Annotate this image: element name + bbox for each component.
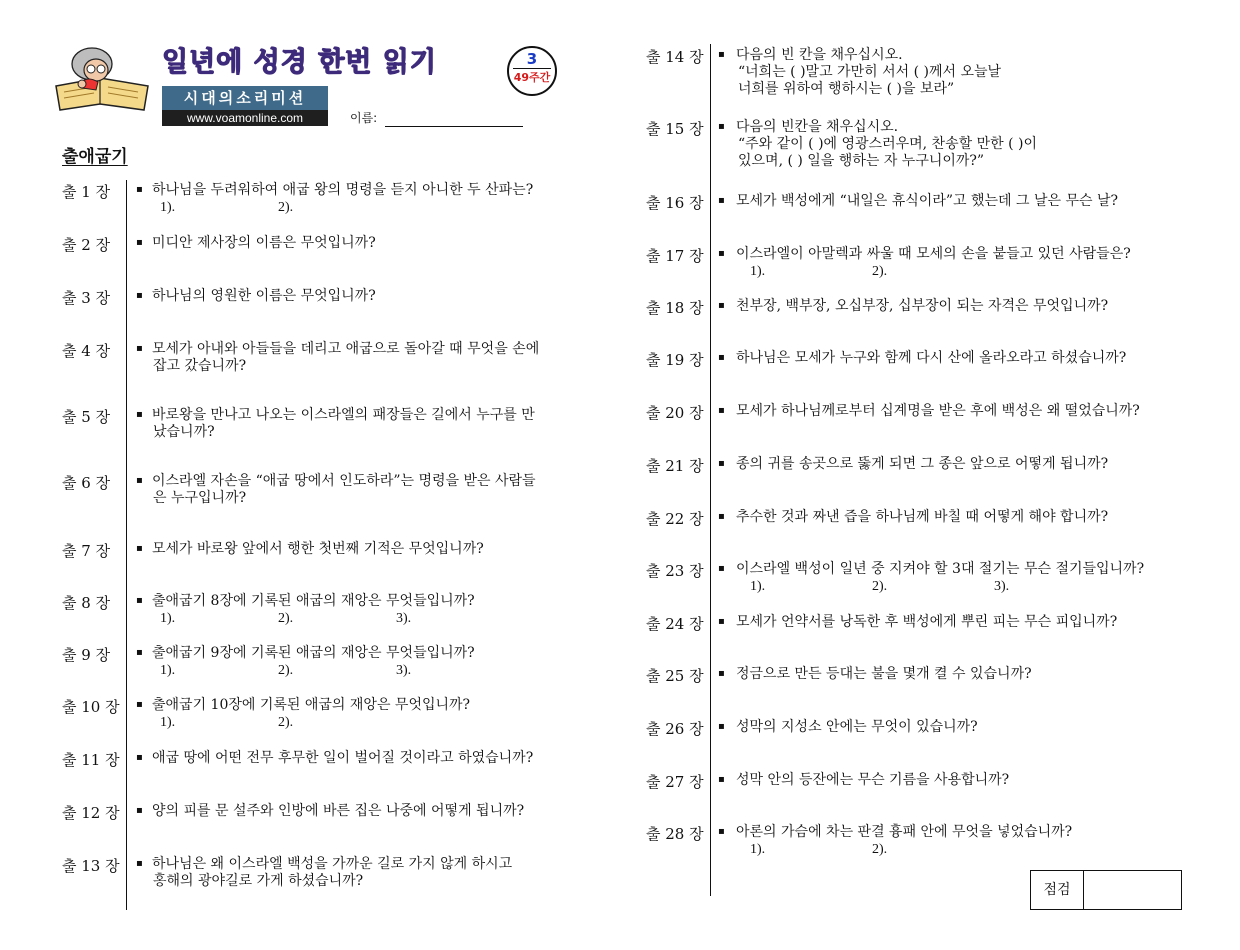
question-text: 종의 귀를 송곳으로 뚫게 되면 그 종은 앞으로 어떻게 됩니까? (736, 456, 1109, 472)
page-title: 일년에 성경 한번 읽기 (162, 47, 437, 78)
bullet-icon: ▪ (718, 248, 725, 259)
answer-blank[interactable]: 2). (278, 715, 294, 730)
chapter-label: 출 25 장 (646, 667, 704, 685)
question-text: 하나님의 영원한 이름은 무엇입니까? (152, 288, 376, 304)
question-text: 하나님은 왜 이스라엘 백성을 가까운 길로 가지 않게 하시고 (152, 856, 513, 872)
chapter-label: 출 9 장 (62, 646, 111, 664)
question-text: 다음의 빈칸을 채우십시오. (736, 119, 899, 135)
chapter-label: 출 22 장 (646, 510, 704, 528)
answer-blank[interactable]: 3). (994, 579, 1010, 594)
chapter-label: 출 3 장 (62, 289, 111, 307)
chapter-label: 출 27 장 (646, 773, 704, 791)
bullet-icon: ▪ (136, 805, 143, 816)
bullet-icon: ▪ (136, 699, 143, 710)
badge-number: 3 (526, 50, 538, 68)
question-text: 양의 피를 문 설주와 인방에 바른 집은 나중에 어떻게 됩니까? (152, 803, 525, 819)
bullet-icon: ▪ (718, 721, 725, 732)
question-text: 하나님은 모세가 누구와 함께 다시 산에 올라오라고 하셨습니까? (736, 350, 1127, 366)
question-text: 모세가 언약서를 낭독한 후 백성에게 뿌린 피는 무슨 피입니까? (736, 614, 1118, 630)
question-text-continued: “너희는 ( )말고 가만히 서서 ( )께서 오늘날 (738, 64, 1002, 80)
question-text: 모세가 아내와 아들들을 데리고 애굽으로 돌아갈 때 무엇을 손에 (152, 341, 540, 357)
question-text: 모세가 하나님께로부터 십계명을 받은 후에 백성은 왜 떨었습니까? (736, 403, 1140, 419)
chapter-label: 출 28 장 (646, 825, 704, 843)
bullet-icon: ▪ (136, 543, 143, 554)
answer-blank[interactable]: 2). (872, 579, 888, 594)
brand-banner: 시대의소리미션 (162, 86, 328, 110)
name-field[interactable] (385, 126, 523, 127)
question-text: 출애굽기 8장에 기록된 애굽의 재앙은 무엇들입니까? (152, 593, 475, 609)
bullet-icon: ▪ (136, 184, 143, 195)
answer-blank[interactable]: 3). (396, 611, 412, 626)
chapter-label: 출 13 장 (62, 857, 120, 875)
question-text: 이스라엘이 아말렉과 싸울 때 모세의 손을 붙들고 있던 사람들은? (736, 246, 1131, 262)
bullet-icon: ▪ (136, 595, 143, 606)
question-text: 모세가 백성에게 “내일은 휴식이라”고 했는데 그 날은 무슨 날? (736, 193, 1118, 209)
question-text: 추수한 것과 짜낸 즙을 하나님께 바칠 때 어떻게 해야 합니까? (736, 509, 1109, 525)
chapter-label: 출 15 장 (646, 120, 704, 138)
bullet-icon: ▪ (136, 237, 143, 248)
bullet-icon: ▪ (718, 774, 725, 785)
question-text: 모세가 바로왕 앞에서 행한 첫번째 기적은 무엇입니까? (152, 541, 484, 557)
chapter-label: 출 12 장 (62, 804, 120, 822)
check-label: 점검 (1031, 871, 1084, 909)
answer-blank[interactable]: 1). (160, 663, 176, 678)
chapter-label: 출 14 장 (646, 48, 704, 66)
answer-blank[interactable]: 2). (278, 611, 294, 626)
bullet-icon: ▪ (718, 405, 725, 416)
answer-blank[interactable]: 1). (750, 842, 766, 857)
chapter-label: 출 24 장 (646, 615, 704, 633)
chapter-label: 출 4 장 (62, 342, 111, 360)
check-box (1030, 870, 1182, 910)
question-text-continued: 났습니까? (153, 424, 215, 440)
bullet-icon: ▪ (718, 511, 725, 522)
question-text-continued: 있으며, ( ) 일을 행하는 자 누구니이까?” (738, 153, 985, 169)
bullet-icon: ▪ (136, 647, 143, 658)
bullet-icon: ▪ (136, 290, 143, 301)
chapter-label: 출 20 장 (646, 404, 704, 422)
bullet-icon: ▪ (718, 352, 725, 363)
question-text-continued: 홍해의 광야길로 가게 하셨습니까? (153, 873, 364, 889)
bullet-icon: ▪ (718, 616, 725, 627)
bullet-icon: ▪ (136, 858, 143, 869)
badge-divider (513, 68, 551, 69)
answer-blank[interactable]: 1). (750, 264, 766, 279)
reader-mascot-image (52, 42, 152, 114)
question-text: 이스라엘 백성이 일년 중 지켜야 할 3대 절기는 무슨 절기들입니까? (736, 561, 1145, 577)
question-text-continued: “주와 같이 ( )에 영광스러우며, 찬송할 만한 ( )이 (738, 136, 1037, 152)
answer-blank[interactable]: 2). (872, 264, 888, 279)
question-text-continued: 은 누구입니까? (153, 490, 247, 506)
bullet-icon: ▪ (136, 475, 143, 486)
question-text: 아론의 가슴에 차는 판결 흉패 안에 무엇을 넣었습니까? (736, 824, 1073, 840)
question-text: 이스라엘 자손을 “애굽 땅에서 인도하라”는 명령을 받은 사람들 (152, 473, 536, 489)
bullet-icon: ▪ (718, 195, 725, 206)
chapter-label: 출 6 장 (62, 474, 111, 492)
chapter-label: 출 18 장 (646, 299, 704, 317)
chapter-label: 출 21 장 (646, 457, 704, 475)
question-text: 성막 안의 등잔에는 무슨 기름을 사용합니까? (736, 772, 1010, 788)
week-badge (507, 46, 557, 96)
question-text-continued: 잡고 갔습니까? (153, 358, 247, 374)
chapter-label: 출 5 장 (62, 408, 111, 426)
question-text: 성막의 지성소 안에는 무엇이 있습니까? (736, 719, 978, 735)
chapter-label: 출 11 장 (62, 751, 120, 769)
chapter-label: 출 8 장 (62, 594, 111, 612)
chapter-label: 출 16 장 (646, 194, 704, 212)
question-text: 미디안 제사장의 이름은 무엇입니까? (152, 235, 376, 251)
section-title: 출애굽기 (62, 147, 128, 167)
bullet-icon: ▪ (718, 458, 725, 469)
bullet-icon: ▪ (718, 563, 725, 574)
answer-blank[interactable]: 1). (750, 579, 766, 594)
bullet-icon: ▪ (718, 300, 725, 311)
answer-blank[interactable]: 1). (160, 715, 176, 730)
question-text: 천부장, 백부장, 오십부장, 십부장이 되는 자격은 무엇입니까? (736, 298, 1109, 314)
question-text: 다음의 빈 칸을 채우십시오. (736, 47, 903, 63)
chapter-label: 출 2 장 (62, 236, 111, 254)
answer-blank[interactable]: 2). (278, 200, 294, 215)
website-link[interactable]: www.voamonline.com (162, 110, 328, 126)
left-column-divider (126, 180, 127, 910)
chapter-label: 출 19 장 (646, 351, 704, 369)
bullet-icon: ▪ (718, 668, 725, 679)
bullet-icon: ▪ (718, 826, 725, 837)
chapter-label: 출 7 장 (62, 542, 111, 560)
answer-blank[interactable]: 1). (160, 611, 176, 626)
chapter-label: 출 17 장 (646, 247, 704, 265)
question-text: 출애굽기 9장에 기록된 애굽의 재앙은 무엇들입니까? (152, 645, 475, 661)
name-label: 이름: (350, 111, 378, 125)
bullet-icon: ▪ (718, 49, 725, 60)
question-text: 하나님을 두려워하여 애굽 왕의 명령을 듣지 아니한 두 산파는? (152, 182, 534, 198)
right-column-divider (710, 44, 711, 896)
chapter-label: 출 23 장 (646, 562, 704, 580)
chapter-label: 출 10 장 (62, 698, 120, 716)
answer-blank[interactable]: 1). (160, 200, 176, 215)
bullet-icon: ▪ (718, 121, 725, 132)
question-text-continued: 너희를 위하여 행하시는 ( )을 보라” (738, 81, 955, 97)
question-text: 애굽 땅에 어떤 전무 후무한 일이 벌어질 것이라고 하였습니까? (152, 750, 534, 766)
badge-week: 49주간 (513, 71, 551, 84)
answer-blank[interactable]: 2). (278, 663, 294, 678)
question-text: 바로왕을 만나고 나오는 이스라엘의 패장들은 길에서 누구를 만 (152, 407, 535, 423)
chapter-label: 출 26 장 (646, 720, 704, 738)
answer-blank[interactable]: 2). (872, 842, 888, 857)
question-text: 출애굽기 10장에 기록된 애굽의 재앙은 무엇입니까? (152, 697, 471, 713)
question-text: 정금으로 만든 등대는 불을 몇개 켤 수 있습니까? (736, 666, 1032, 682)
bullet-icon: ▪ (136, 752, 143, 763)
bullet-icon: ▪ (136, 343, 143, 354)
answer-blank[interactable]: 3). (396, 663, 412, 678)
bullet-icon: ▪ (136, 409, 143, 420)
chapter-label: 출 1 장 (62, 183, 111, 201)
